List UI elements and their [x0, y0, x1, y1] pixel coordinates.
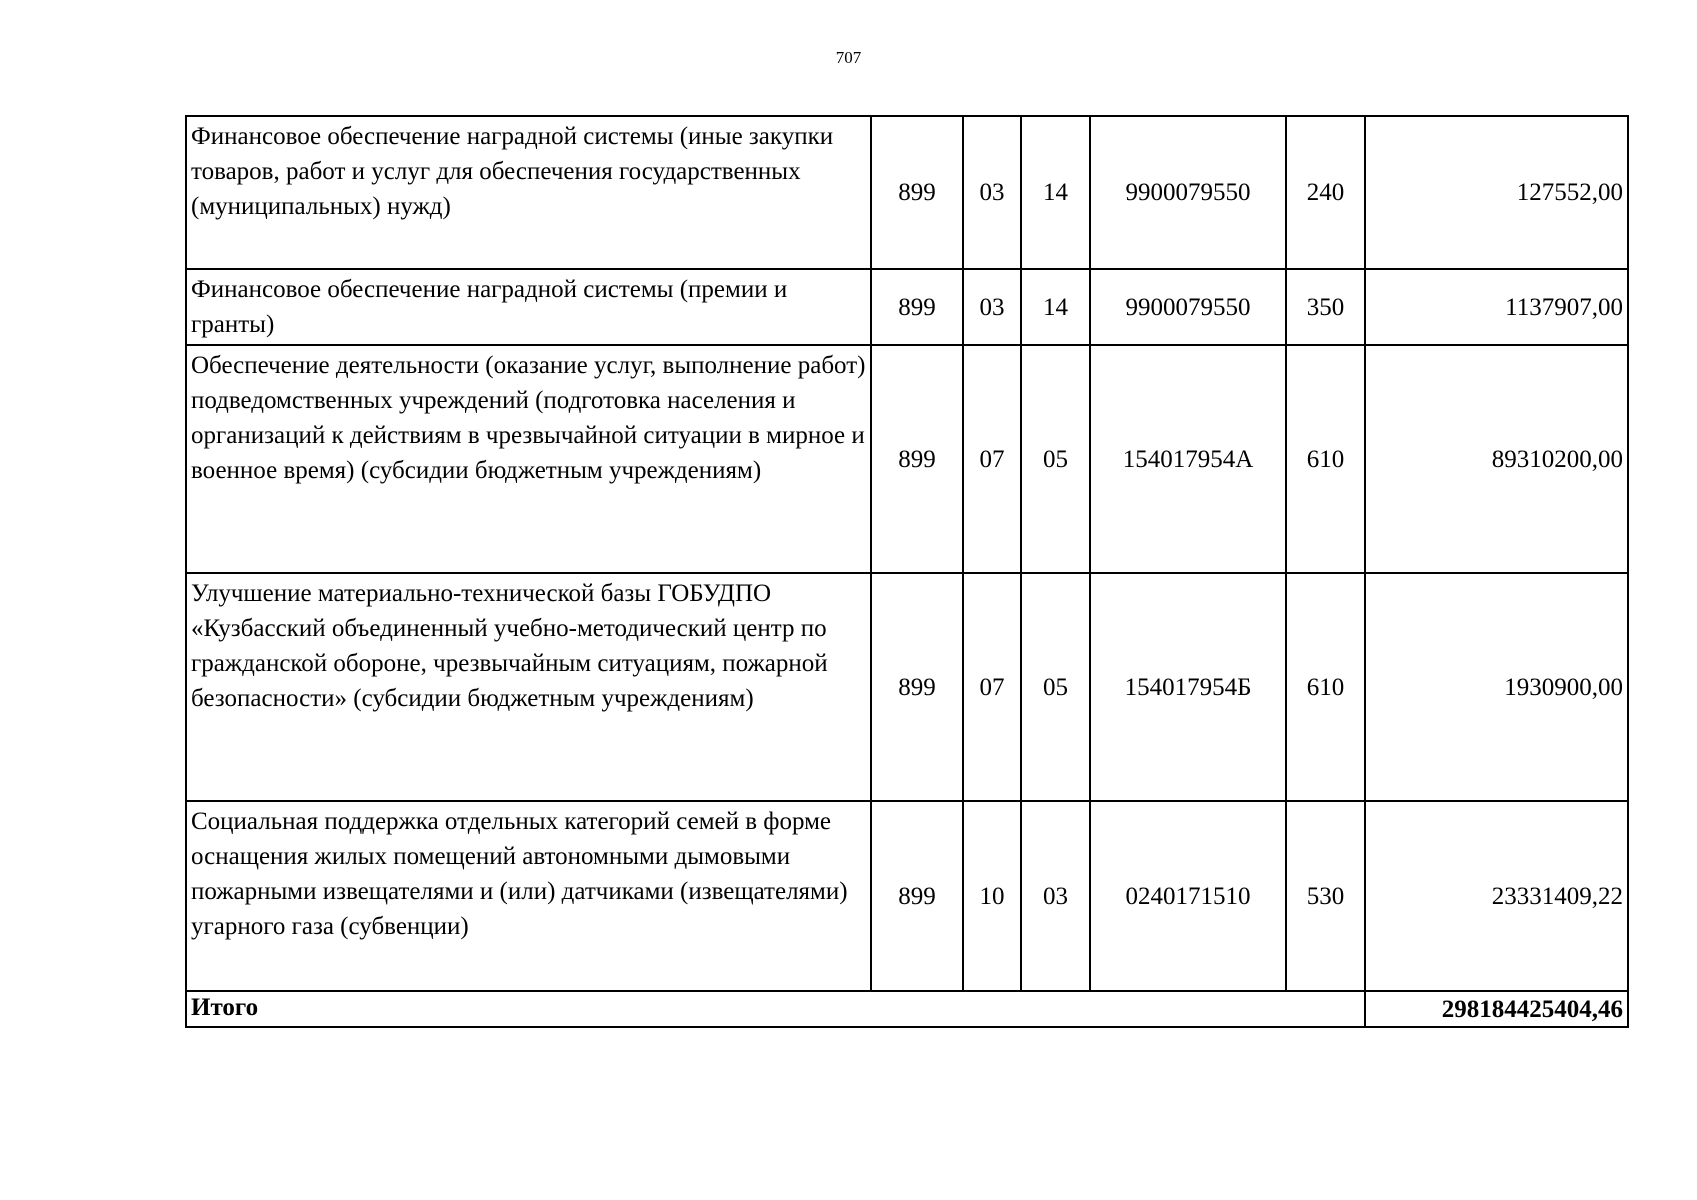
ministry-code: 899: [871, 573, 963, 801]
row-name: Обеспечение деятельности (оказание услуг, выполнение работ) подведомственных учреждений (подготовка населения и организаций к действиям в чрезвычайной ситуации в мирное и военное время) (субсидии бюджетным учреждениям): [186, 345, 871, 573]
table-row: [186, 269, 1628, 345]
expense-type-code: 610: [1286, 573, 1365, 801]
section-code: 03: [963, 116, 1021, 269]
section-code: 07: [963, 345, 1021, 573]
row-name: Улучшение материально-технической базы ГОБУДПО «Кузбасский объединенный учебно-методический центр по гражданской обороне, чрезвычайным ситуациям, пожарной безопасности» (субсидии бюджетным учреждениям): [186, 573, 871, 801]
section-code: 10: [963, 801, 1021, 991]
row-name: Финансовое обеспечение наградной системы (премии и гранты): [186, 269, 871, 345]
total-label: Итого: [186, 991, 1365, 1027]
target-code: 9900079550: [1090, 116, 1286, 269]
row-name: Социальная поддержка отдельных категорий семей в форме оснащения жилых помещений автономными дымовыми пожарными извещателями и (или) датчиками (извещателями) угарного газа (субвенции): [186, 801, 871, 991]
amount: 1137907,00: [1365, 269, 1628, 345]
expense-type-code: 530: [1286, 801, 1365, 991]
table-row: [186, 116, 1628, 269]
page-number: 707: [835, 48, 862, 67]
subsection-code: 14: [1021, 269, 1090, 345]
total-amount: 298184425404,46: [1365, 991, 1628, 1027]
section-code: 03: [963, 269, 1021, 345]
subsection-code: 03: [1021, 801, 1090, 991]
expense-type-code: 350: [1286, 269, 1365, 345]
budget-table: [185, 115, 1629, 1028]
expense-type-code: 610: [1286, 345, 1365, 573]
total-row: [186, 991, 1628, 1027]
subsection-code: 14: [1021, 116, 1090, 269]
table-row: [186, 573, 1628, 801]
amount: 23331409,22: [1365, 801, 1628, 991]
subsection-code: 05: [1021, 345, 1090, 573]
ministry-code: 899: [871, 116, 963, 269]
ministry-code: 899: [871, 801, 963, 991]
amount: 89310200,00: [1365, 345, 1628, 573]
table-row: [186, 345, 1628, 573]
section-code: 07: [963, 573, 1021, 801]
target-code: 0240171510: [1090, 801, 1286, 991]
target-code: 9900079550: [1090, 269, 1286, 345]
amount: 1930900,00: [1365, 573, 1628, 801]
row-name: Финансовое обеспечение наградной системы (иные закупки товаров, работ и услуг для обеспечения государственных (муниципальных) нужд): [186, 116, 871, 269]
table-row: [186, 801, 1628, 991]
target-code: 154017954А: [1090, 345, 1286, 573]
ministry-code: 899: [871, 269, 963, 345]
target-code: 154017954Б: [1090, 573, 1286, 801]
expense-type-code: 240: [1286, 116, 1365, 269]
amount: 127552,00: [1365, 116, 1628, 269]
ministry-code: 899: [871, 345, 963, 573]
subsection-code: 05: [1021, 573, 1090, 801]
